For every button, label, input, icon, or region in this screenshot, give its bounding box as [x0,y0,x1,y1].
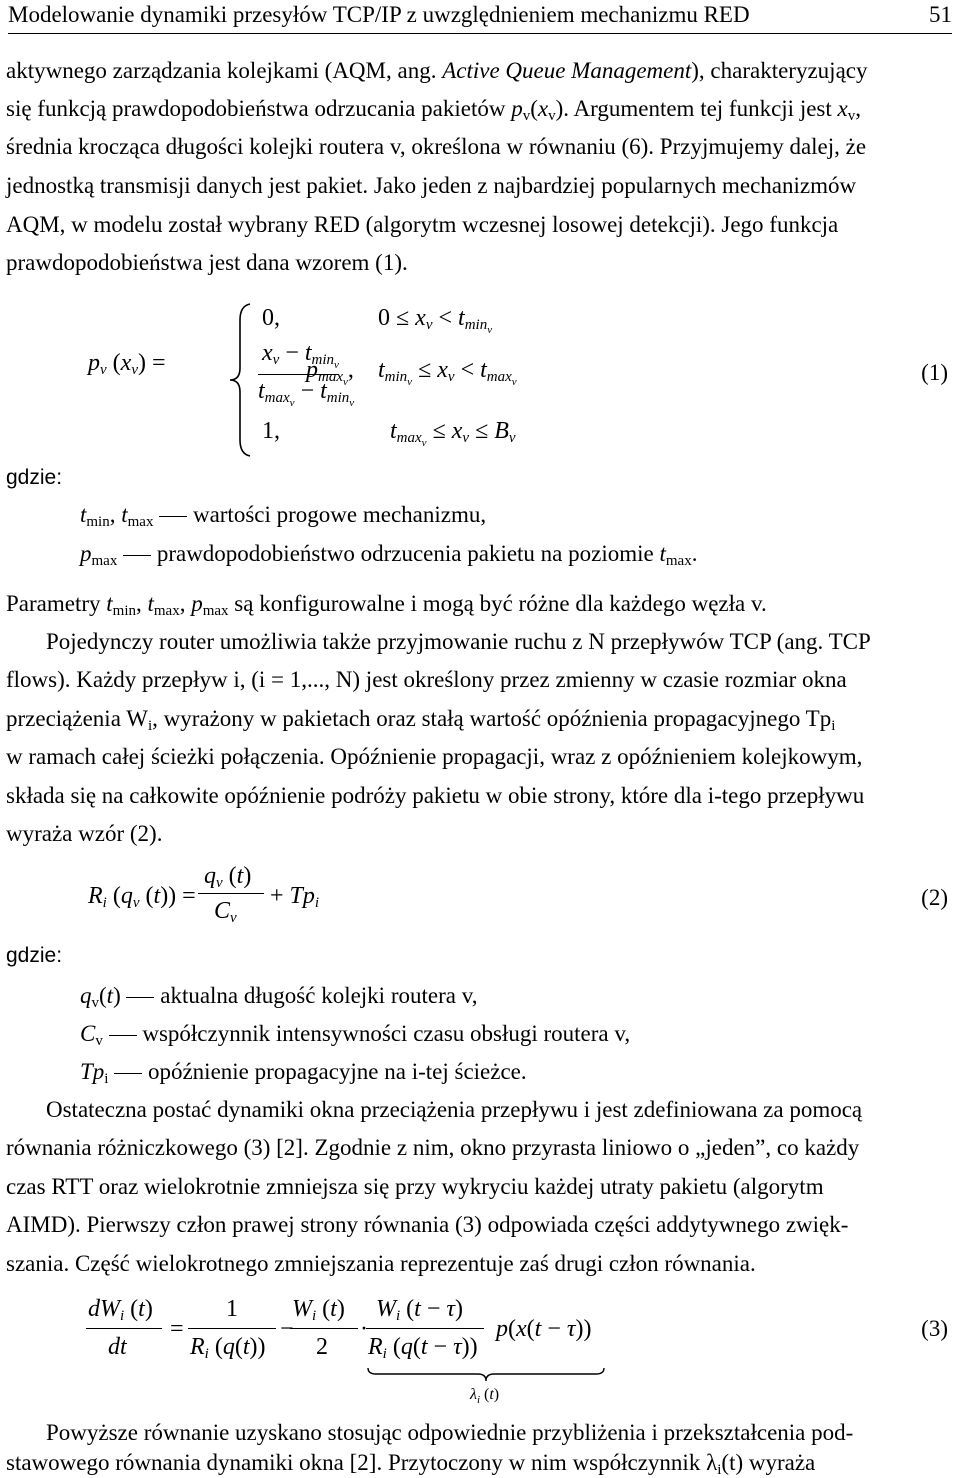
p2-line-2: Pojedynczy router umożliwia także przyjmowanie ruchu z N przepływów TCP (ang. TCP [46,629,871,654]
def-tmin-tmax: $t_{min}$, $t_{max}$ wartości progowe mechanizmu, [80,502,487,530]
eq2-tp: + $Tp_i$ [270,883,320,911]
eq3-dw: $dW_i$ (t) [88,1296,153,1324]
eq2-lhs: $R_i$ ($q_v$ (t)) = [88,883,196,911]
p2-line-5: w ramach całej ścieżki połączenia. Opóźnienie propagacji, wraz z opóźnieniem kolejkowym, [6,744,863,769]
eq1-case1-value: 0, [262,305,280,331]
page-number: 51 [929,2,952,27]
def-tpi: $Tp_i$ opóźnienie propagacyjne na i-tej ścieżce. [80,1059,527,1087]
p1-line-6: prawdopodobieństwa jest dana wzorem (1). [6,250,408,275]
eq1-frac-den: $t_{max_v} - t_{min_v}$ [258,378,355,409]
eq1-brace [228,300,254,460]
eq3-number: (3) [921,1316,948,1341]
eq1-case3-cond: $t_{max_v} \le x_v \le B_v$ [390,418,516,449]
eq3-wi: $W_i$ (t) [292,1296,345,1324]
p1-line-3: średnia krocząca długości kolejki routera v, określona w równaniu (6). Przyjmujemy dalej, że [6,134,867,159]
eq3-dot: · [360,1316,368,1342]
header-rule [8,33,952,34]
eq3-p: p(x(t − τ)) [496,1316,592,1342]
p1-line-2: się funkcją prawdopodobieństwa odrzucania pakietów $p_v(x_v)$. Argumentem tej funkcji jest $x_v$, [6,96,861,124]
gdzie-label-1: gdzie: [6,466,63,489]
eq3-ri: $R_i$ (q(t)) [190,1334,266,1362]
eq1-pmax: $p_{max_v}$, [306,357,354,388]
p4-line-1: Powyższe równanie uzyskano stosując odpowiednie przybliżenia i przekształcenia pod- [46,1420,854,1445]
p3-line-2: równania różniczkowego (3) [2]. Zgodnie z nim, okno przyrasta liniowo o „jeden”, co każdy [6,1135,860,1160]
eq2-number: (2) [921,885,948,910]
eq3-two: 2 [316,1334,328,1360]
eq1-frac-num: $x_v - t_{min_v}$ [262,340,339,371]
p3-line-1: Ostateczna postać dynamiki okna przeciążenia przepływu i jest zdefiniowana za pomocą [46,1097,863,1122]
p4-line-2: stawowego równania dynamiki okna [2]. Przytoczony w nim współczynnik $\lambda_i(t)$ wyraża [6,1450,816,1478]
p2-line-6: składa się na całkowite opóźnienie podróży pakietu w obie strony, które dla i-tego przepływu [6,783,865,808]
eq3-eq: = [170,1316,184,1342]
eq1-case2-cond: $t_{min_v} \le x_v < t_{max_v}$ [378,357,517,388]
eq1-number: (1) [921,360,948,385]
eq1-case3-value: 1, [262,418,280,444]
p2-line-3: flows). Każdy przepływ i, (i = 1,..., N) jest określony przez zmienny w czasie rozmiar okna [6,667,847,692]
eq3-frac3-bar [290,1328,358,1329]
eq2-num: $q_v$ (t) [204,863,252,891]
eq3-ritau: $R_i$ (q(t − τ)) [368,1334,478,1362]
p3-line-4: AIMD). Pierwszy człon prawej strony równania (3) odpowiada części addytywnego zwięk- [6,1212,849,1237]
eq3-minus: − [280,1316,294,1342]
header-title: Modelowanie dynamiki przesyłów TCP/IP z uwzględnieniem mechanizmu RED [8,2,750,27]
running-header [8,0,952,32]
eq3-dt: dt [108,1334,127,1360]
p2-line-4: przeciążenia $W_i$, wyrażony w pakietach oraz stałą wartość opóźnienia propagacyjnego $Tp_i$ [6,706,836,734]
def-qv: $q_v(t)$ aktualna długość kolejki routera v, [80,983,478,1011]
eq3-frac2-bar [188,1328,276,1329]
def-pmax: $p_{max}$ prawdopodobieństwo odrzucenia pakietu na poziomie $t_{max}$. [80,541,698,569]
p3-line-3: czas RTT oraz wielokrotnie zmniejsza się przy wykryciu każdej utraty pakietu (algorytm [6,1174,824,1199]
eq3-underbrace [366,1366,606,1384]
eq3-lambda: $\lambda_i$ (t) [470,1386,500,1406]
p2-line-7: wyraża wzór (2). [6,821,163,846]
eq2-frac-bar [198,893,264,894]
gdzie-label-2: gdzie: [6,944,63,967]
p3-line-5: szania. Część wielokrotnego zmniejszania reprezentuje zaś drugi człon równania. [6,1251,756,1276]
p1-line-5: AQM, w modelu został wybrany RED (algorytm wczesnej losowej detekcji). Jego funkcja [6,212,839,237]
p2-line-1: Parametry $t_{min}$, $t_{max}$, $p_{max}$ są konfigurowalne i mogą być różne dla każdego węzła v. [6,591,767,619]
eq3-witau: $W_i$ (t − τ) [376,1296,463,1324]
eq2-den: $C_v$ [214,898,237,926]
eq3-frac1-bar [86,1328,162,1329]
eq1-case1-cond: $0 \le x_v < t_{min_v}$ [378,305,493,336]
eq1-lhs: $p_v$ $(x_v)$ = [88,350,166,378]
def-cv: $C_v$ współczynnik intensywności czasu obsługi routera v, [80,1021,631,1049]
eq3-frac4-bar [366,1328,484,1329]
p1-line-4: jednostką transmisji danych jest pakiet. Jako jeden z najbardziej popularnych mechanizmów [6,173,857,198]
eq3-one: 1 [226,1296,238,1322]
p1-line-1: aktywnego zarządzania kolejkami (AQM, ang. Active Queue Management), charakteryzujący [6,58,868,83]
